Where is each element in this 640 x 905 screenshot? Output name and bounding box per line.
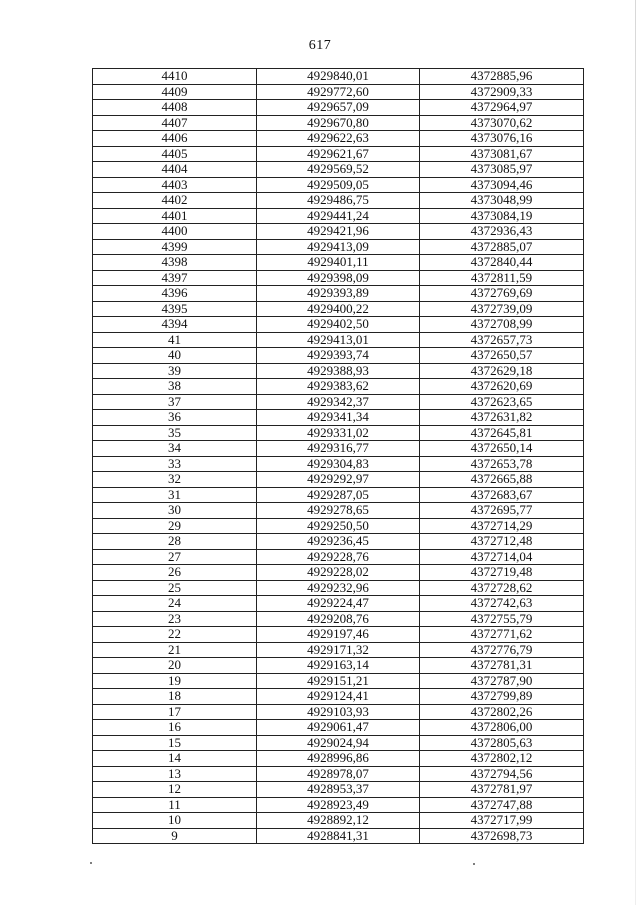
y-coordinate-cell: 4372805,63 xyxy=(420,735,584,751)
x-coordinate-cell: 4929772,60 xyxy=(257,84,420,100)
y-coordinate-cell: 4372776,79 xyxy=(420,642,584,658)
table-row xyxy=(93,503,584,519)
point-number-cell: 24 xyxy=(93,596,257,612)
x-coordinate-cell: 4929657,09 xyxy=(257,100,420,116)
y-coordinate-cell: 4373048,99 xyxy=(420,193,584,209)
point-number-cell: 4409 xyxy=(93,84,257,100)
x-coordinate-cell: 4929486,75 xyxy=(257,193,420,209)
point-number-cell: 4408 xyxy=(93,100,257,116)
table-row xyxy=(93,193,584,209)
table-row xyxy=(93,332,584,348)
table-row xyxy=(93,596,584,612)
table-row xyxy=(93,146,584,162)
table-row xyxy=(93,689,584,705)
table-row xyxy=(93,363,584,379)
table-row xyxy=(93,317,584,333)
x-coordinate-cell: 4929401,11 xyxy=(257,255,420,271)
y-coordinate-cell: 4372665,88 xyxy=(420,472,584,488)
coordinates-table-body xyxy=(93,69,584,844)
table-row xyxy=(93,208,584,224)
table-row xyxy=(93,286,584,302)
x-coordinate-cell: 4929441,24 xyxy=(257,208,420,224)
y-coordinate-cell: 4372787,90 xyxy=(420,673,584,689)
point-number-cell: 18 xyxy=(93,689,257,705)
point-number-cell: 4394 xyxy=(93,317,257,333)
table-row xyxy=(93,131,584,147)
point-number-cell: 4398 xyxy=(93,255,257,271)
point-number-cell: 35 xyxy=(93,425,257,441)
x-coordinate-cell: 4928953,37 xyxy=(257,782,420,798)
y-coordinate-cell: 4372840,44 xyxy=(420,255,584,271)
table-row xyxy=(93,456,584,472)
point-number-cell: 10 xyxy=(93,813,257,829)
table-row xyxy=(93,115,584,131)
x-coordinate-cell: 4928996,86 xyxy=(257,751,420,767)
y-coordinate-cell: 4372739,09 xyxy=(420,301,584,317)
point-number-cell: 41 xyxy=(93,332,257,348)
point-number-cell: 25 xyxy=(93,580,257,596)
table-row xyxy=(93,162,584,178)
point-number-cell: 15 xyxy=(93,735,257,751)
x-coordinate-cell: 4929388,93 xyxy=(257,363,420,379)
y-coordinate-cell: 4372650,14 xyxy=(420,441,584,457)
y-coordinate-cell: 4372802,26 xyxy=(420,704,584,720)
y-coordinate-cell: 4372885,96 xyxy=(420,69,584,85)
point-number-cell: 4410 xyxy=(93,69,257,85)
x-coordinate-cell: 4929413,01 xyxy=(257,332,420,348)
y-coordinate-cell: 4372653,78 xyxy=(420,456,584,472)
table-row xyxy=(93,379,584,395)
table-row xyxy=(93,642,584,658)
x-coordinate-cell: 4929236,45 xyxy=(257,534,420,550)
x-coordinate-cell: 4929171,32 xyxy=(257,642,420,658)
table-row xyxy=(93,69,584,85)
y-coordinate-cell: 4372742,63 xyxy=(420,596,584,612)
point-number-cell: 4403 xyxy=(93,177,257,193)
x-coordinate-cell: 4929402,50 xyxy=(257,317,420,333)
x-coordinate-cell: 4929840,01 xyxy=(257,69,420,85)
table-row xyxy=(93,611,584,627)
scan-edge-line xyxy=(635,0,636,905)
x-coordinate-cell: 4929151,21 xyxy=(257,673,420,689)
point-number-cell: 13 xyxy=(93,766,257,782)
point-number-cell: 14 xyxy=(93,751,257,767)
y-coordinate-cell: 4372769,69 xyxy=(420,286,584,302)
x-coordinate-cell: 4929197,46 xyxy=(257,627,420,643)
point-number-cell: 4400 xyxy=(93,224,257,240)
table-row xyxy=(93,487,584,503)
x-coordinate-cell: 4929061,47 xyxy=(257,720,420,736)
point-number-cell: 30 xyxy=(93,503,257,519)
table-row xyxy=(93,627,584,643)
point-number-cell: 33 xyxy=(93,456,257,472)
x-coordinate-cell: 4929331,02 xyxy=(257,425,420,441)
point-number-cell: 22 xyxy=(93,627,257,643)
x-coordinate-cell: 4929421,96 xyxy=(257,224,420,240)
x-coordinate-cell: 4929398,09 xyxy=(257,270,420,286)
y-coordinate-cell: 4372781,31 xyxy=(420,658,584,674)
point-number-cell: 4406 xyxy=(93,131,257,147)
point-number-cell: 12 xyxy=(93,782,257,798)
point-number-cell: 32 xyxy=(93,472,257,488)
point-number-cell: 20 xyxy=(93,658,257,674)
y-coordinate-cell: 4372695,77 xyxy=(420,503,584,519)
point-number-cell: 19 xyxy=(93,673,257,689)
point-number-cell: 4395 xyxy=(93,301,257,317)
table-row xyxy=(93,255,584,271)
table-row xyxy=(93,84,584,100)
y-coordinate-cell: 4372717,99 xyxy=(420,813,584,829)
table-row xyxy=(93,565,584,581)
y-coordinate-cell: 4372936,43 xyxy=(420,224,584,240)
table-row xyxy=(93,394,584,410)
y-coordinate-cell: 4372747,88 xyxy=(420,797,584,813)
point-number-cell: 27 xyxy=(93,549,257,565)
x-coordinate-cell: 4929400,22 xyxy=(257,301,420,317)
x-coordinate-cell: 4929278,65 xyxy=(257,503,420,519)
point-number-cell: 16 xyxy=(93,720,257,736)
x-coordinate-cell: 4928923,49 xyxy=(257,797,420,813)
x-coordinate-cell: 4929024,94 xyxy=(257,735,420,751)
point-number-cell: 28 xyxy=(93,534,257,550)
point-number-cell: 38 xyxy=(93,379,257,395)
table-row xyxy=(93,301,584,317)
y-coordinate-cell: 4372683,67 xyxy=(420,487,584,503)
table-row xyxy=(93,828,584,844)
x-coordinate-cell: 4928892,12 xyxy=(257,813,420,829)
x-coordinate-cell: 4929341,34 xyxy=(257,410,420,426)
point-number-cell: 11 xyxy=(93,797,257,813)
y-coordinate-cell: 4373094,46 xyxy=(420,177,584,193)
y-coordinate-cell: 4372719,48 xyxy=(420,565,584,581)
y-coordinate-cell: 4372714,29 xyxy=(420,518,584,534)
point-number-cell: 4402 xyxy=(93,193,257,209)
table-row xyxy=(93,704,584,720)
point-number-cell: 4396 xyxy=(93,286,257,302)
table-row xyxy=(93,348,584,364)
table-row xyxy=(93,751,584,767)
x-coordinate-cell: 4928978,07 xyxy=(257,766,420,782)
y-coordinate-cell: 4372909,33 xyxy=(420,84,584,100)
x-coordinate-cell: 4929103,93 xyxy=(257,704,420,720)
y-coordinate-cell: 4372714,04 xyxy=(420,549,584,565)
table-row xyxy=(93,658,584,674)
y-coordinate-cell: 4373076,16 xyxy=(420,131,584,147)
table-row xyxy=(93,270,584,286)
table-row xyxy=(93,720,584,736)
point-number-cell: 40 xyxy=(93,348,257,364)
point-number-cell: 4405 xyxy=(93,146,257,162)
y-coordinate-cell: 4372623,65 xyxy=(420,394,584,410)
table-row xyxy=(93,735,584,751)
point-number-cell: 4407 xyxy=(93,115,257,131)
point-number-cell: 36 xyxy=(93,410,257,426)
scan-dot-right xyxy=(473,863,475,865)
y-coordinate-cell: 4372806,00 xyxy=(420,720,584,736)
table-row xyxy=(93,549,584,565)
coordinates-table xyxy=(92,68,584,844)
table-row xyxy=(93,472,584,488)
y-coordinate-cell: 4372712,48 xyxy=(420,534,584,550)
x-coordinate-cell: 4929228,02 xyxy=(257,565,420,581)
x-coordinate-cell: 4929224,47 xyxy=(257,596,420,612)
x-coordinate-cell: 4929316,77 xyxy=(257,441,420,457)
x-coordinate-cell: 4929569,52 xyxy=(257,162,420,178)
x-coordinate-cell: 4929304,83 xyxy=(257,456,420,472)
y-coordinate-cell: 4372657,73 xyxy=(420,332,584,348)
table-row xyxy=(93,797,584,813)
y-coordinate-cell: 4373085,97 xyxy=(420,162,584,178)
table-row xyxy=(93,224,584,240)
table-row xyxy=(93,239,584,255)
x-coordinate-cell: 4929228,76 xyxy=(257,549,420,565)
table-row xyxy=(93,441,584,457)
y-coordinate-cell: 4373070,62 xyxy=(420,115,584,131)
table-row xyxy=(93,518,584,534)
point-number-cell: 4404 xyxy=(93,162,257,178)
y-coordinate-cell: 4373081,67 xyxy=(420,146,584,162)
x-coordinate-cell: 4929342,37 xyxy=(257,394,420,410)
table-row xyxy=(93,534,584,550)
y-coordinate-cell: 4372620,69 xyxy=(420,379,584,395)
x-coordinate-cell: 4929292,97 xyxy=(257,472,420,488)
y-coordinate-cell: 4372645,81 xyxy=(420,425,584,441)
x-coordinate-cell: 4929509,05 xyxy=(257,177,420,193)
table-row xyxy=(93,177,584,193)
y-coordinate-cell: 4372794,56 xyxy=(420,766,584,782)
table-row xyxy=(93,580,584,596)
y-coordinate-cell: 4372755,79 xyxy=(420,611,584,627)
x-coordinate-cell: 4929413,09 xyxy=(257,239,420,255)
x-coordinate-cell: 4929670,80 xyxy=(257,115,420,131)
table-row xyxy=(93,410,584,426)
x-coordinate-cell: 4929621,67 xyxy=(257,146,420,162)
y-coordinate-cell: 4372771,62 xyxy=(420,627,584,643)
x-coordinate-cell: 4928841,31 xyxy=(257,828,420,844)
x-coordinate-cell: 4929208,76 xyxy=(257,611,420,627)
scan-dot-left xyxy=(90,862,92,864)
y-coordinate-cell: 4372631,82 xyxy=(420,410,584,426)
point-number-cell: 4397 xyxy=(93,270,257,286)
y-coordinate-cell: 4372650,57 xyxy=(420,348,584,364)
point-number-cell: 26 xyxy=(93,565,257,581)
x-coordinate-cell: 4929393,89 xyxy=(257,286,420,302)
table-row xyxy=(93,100,584,116)
y-coordinate-cell: 4372964,97 xyxy=(420,100,584,116)
point-number-cell: 17 xyxy=(93,704,257,720)
y-coordinate-cell: 4372629,18 xyxy=(420,363,584,379)
y-coordinate-cell: 4372811,59 xyxy=(420,270,584,286)
y-coordinate-cell: 4372802,12 xyxy=(420,751,584,767)
x-coordinate-cell: 4929287,05 xyxy=(257,487,420,503)
y-coordinate-cell: 4372698,73 xyxy=(420,828,584,844)
y-coordinate-cell: 4372708,99 xyxy=(420,317,584,333)
table-row xyxy=(93,425,584,441)
x-coordinate-cell: 4929622,63 xyxy=(257,131,420,147)
y-coordinate-cell: 4372885,07 xyxy=(420,239,584,255)
point-number-cell: 21 xyxy=(93,642,257,658)
x-coordinate-cell: 4929383,62 xyxy=(257,379,420,395)
point-number-cell: 39 xyxy=(93,363,257,379)
page-number: 617 xyxy=(308,38,332,53)
point-number-cell: 37 xyxy=(93,394,257,410)
point-number-cell: 31 xyxy=(93,487,257,503)
y-coordinate-cell: 4372728,62 xyxy=(420,580,584,596)
point-number-cell: 4401 xyxy=(93,208,257,224)
table-row xyxy=(93,766,584,782)
point-number-cell: 34 xyxy=(93,441,257,457)
table-row xyxy=(93,673,584,689)
point-number-cell: 29 xyxy=(93,518,257,534)
x-coordinate-cell: 4929393,74 xyxy=(257,348,420,364)
x-coordinate-cell: 4929232,96 xyxy=(257,580,420,596)
point-number-cell: 23 xyxy=(93,611,257,627)
table-row xyxy=(93,782,584,798)
x-coordinate-cell: 4929163,14 xyxy=(257,658,420,674)
y-coordinate-cell: 4372799,89 xyxy=(420,689,584,705)
table-row xyxy=(93,813,584,829)
point-number-cell: 9 xyxy=(93,828,257,844)
y-coordinate-cell: 4372781,97 xyxy=(420,782,584,798)
y-coordinate-cell: 4373084,19 xyxy=(420,208,584,224)
x-coordinate-cell: 4929250,50 xyxy=(257,518,420,534)
point-number-cell: 4399 xyxy=(93,239,257,255)
x-coordinate-cell: 4929124,41 xyxy=(257,689,420,705)
